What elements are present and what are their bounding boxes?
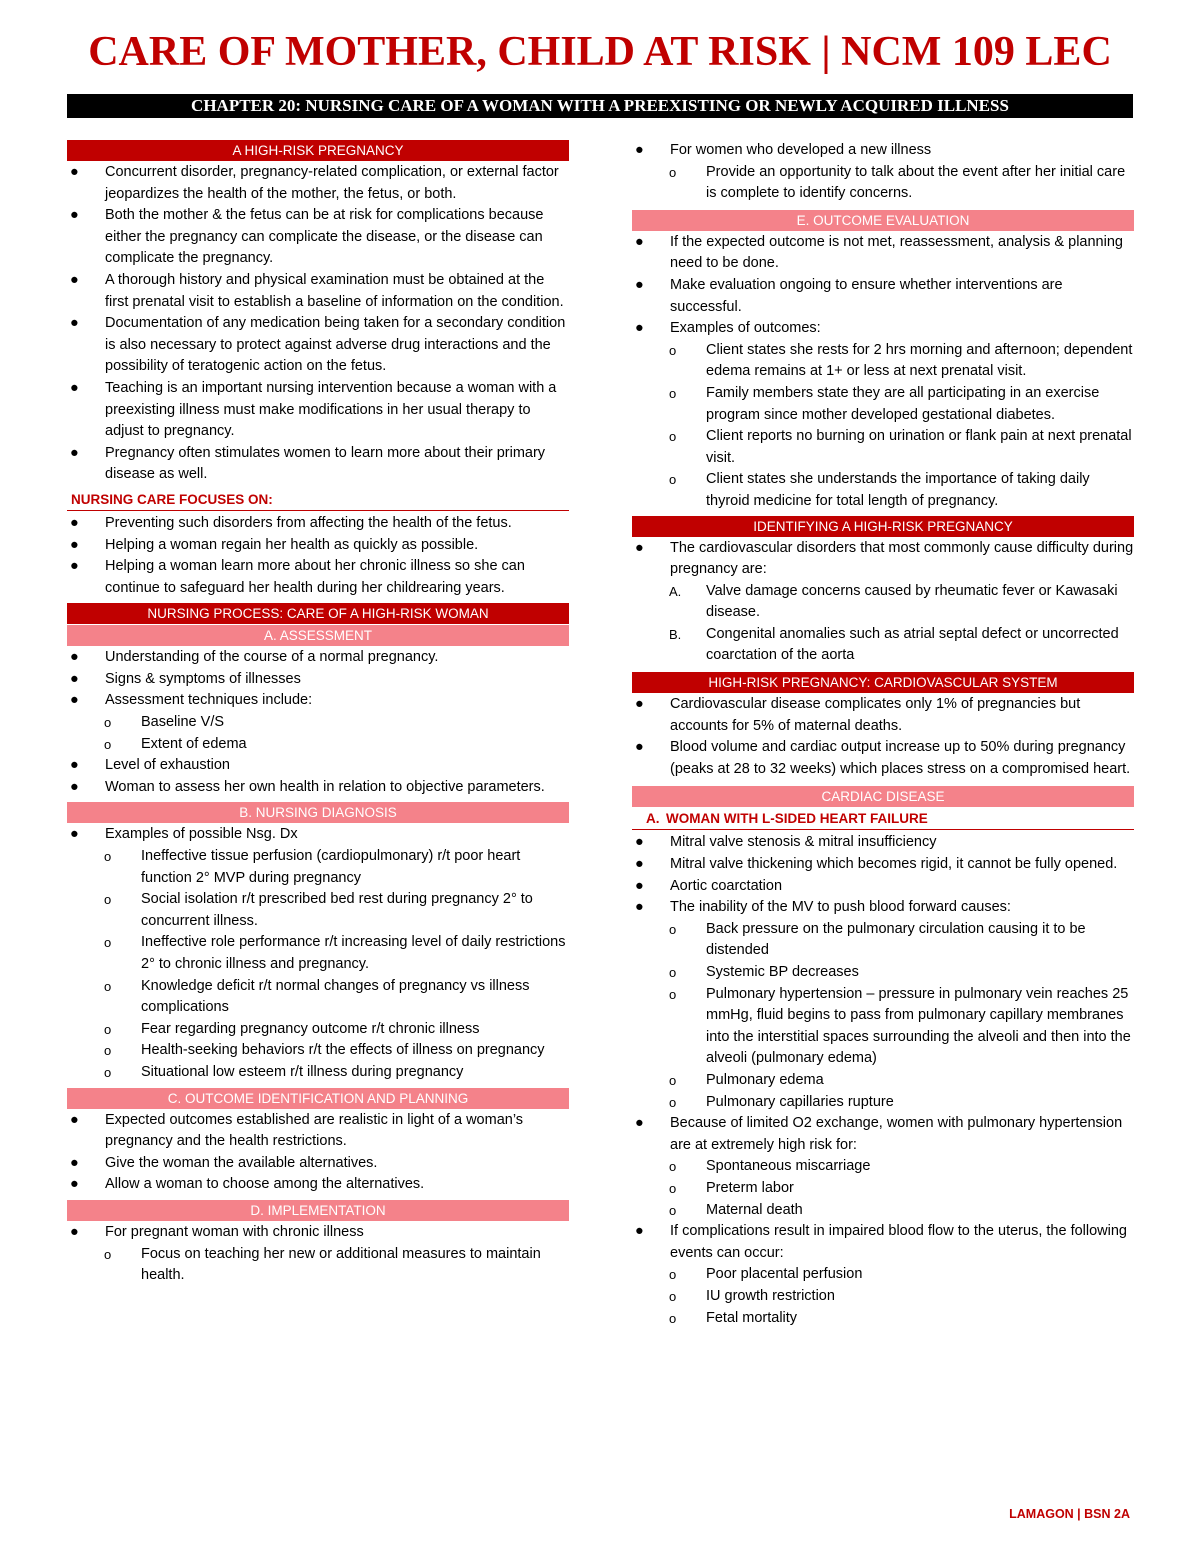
circle-bullet-icon: o (104, 978, 112, 994)
circle-bullet-icon: o (669, 921, 677, 937)
sub-list-item: o Spontaneous miscarriage (632, 1156, 1134, 1178)
circle-bullet-icon: o (669, 1202, 677, 1218)
sub-list-item: o Knowledge deficit r/t normal changes of pregnancy vs illness complications (104, 977, 530, 1016)
sub-list-item: o Client states she rests for 2 hrs morning and afternoon; dependent edema remains at 1+ or less at next prenatal visit. (669, 341, 1133, 380)
section-header-evaluation: E. OUTCOME EVALUATION (632, 210, 1134, 231)
sub-list-item: o Client reports no burning on urination or flank pain at next prenatal visit. (669, 428, 1132, 466)
list-item: ● Concurrent disorder, pregnancy-related complication, or external factor jeopardizes the health of the mother, the fetus, or both. (70, 164, 559, 202)
section-header-diagnosis: B. NURSING DIAGNOSIS (67, 802, 569, 823)
bullet-icon: ● (635, 899, 644, 916)
circle-bullet-icon: o (104, 1064, 112, 1080)
bullet-icon: ● (70, 207, 79, 224)
circle-bullet-icon: o (669, 1072, 677, 1088)
list-item: ● For women who developed a new illness (632, 140, 1134, 162)
list-item: ● Helping a woman regain her health as quickly as possible. (67, 535, 569, 557)
list-item: ● Aortic coarctation (632, 876, 1134, 898)
list-item: ● Woman to assess her own health in relation to objective parameters. (67, 777, 569, 799)
sub-list-item: o Systemic BP decreases (632, 962, 1134, 984)
circle-bullet-icon: o (669, 164, 677, 180)
circle-bullet-icon: o (669, 429, 677, 445)
sub-list-item: A. Valve damage concerns caused by rheumatic fever or Kawasaki disease. (669, 582, 1118, 621)
sub-list-item: o Ineffective tissue perfusion (cardiopulmonary) r/t poor heart function 2° MVP during pregnancy (104, 848, 521, 886)
sub-list-item: o Pulmonary capillaries rupture (632, 1092, 1134, 1114)
subheader-nursing-care-focus: NURSING CARE FOCUSES ON: (67, 489, 569, 511)
list-item: ● Mitral valve stenosis & mitral insufficiency (632, 832, 1134, 854)
section-header-assessment: A. ASSESSMENT (67, 625, 569, 646)
list-item: ● Helping a woman learn more about her chronic illness so she can continue to safeguard her health during her childrearing years. (70, 558, 525, 596)
list-item: ● A thorough history and physical examination must be obtained at the first prenatal visit to establish a baseline of information on the condition. (70, 271, 564, 310)
bullet-icon: ● (70, 271, 79, 288)
list-item: ● Assessment techniques include: (67, 690, 569, 712)
subheader-left-heart-failure: A. WOMAN WITH L-SIDED HEART FAILURE (632, 808, 1134, 830)
bullet-icon: ● (70, 444, 79, 461)
sub-list-item: o Preterm labor (632, 1178, 1134, 1200)
sub-list-item: o Focus on teaching her new or additional measures to maintain health. (104, 1245, 541, 1284)
circle-bullet-icon: o (669, 1288, 677, 1304)
page-footer: LAMAGON | BSN 2A (1009, 1507, 1130, 1521)
circle-bullet-icon: o (104, 1246, 112, 1262)
list-marker: A. (669, 583, 682, 599)
list-item: ● If complications result in impaired blood flow to the uterus, the following events can occur: (635, 1223, 1127, 1261)
circle-bullet-icon: o (669, 965, 677, 980)
bullet-icon: ● (635, 142, 644, 158)
bullet-icon: ● (70, 315, 79, 332)
section-header-cardiac-disease: CARDIAC DISEASE (632, 786, 1134, 807)
bullet-icon: ● (70, 778, 79, 795)
sub-list-item: o Baseline V/S (67, 712, 569, 734)
bullet-icon: ● (635, 233, 644, 250)
circle-bullet-icon: o (669, 1310, 677, 1326)
bullet-icon: ● (70, 379, 79, 396)
bullet-icon: ● (635, 856, 644, 873)
list-item: ● Level of exhaustion (67, 755, 569, 777)
circle-bullet-icon: o (104, 1043, 112, 1059)
sub-list-item: o IU growth restriction (632, 1286, 1134, 1308)
list-item: ● For pregnant woman with chronic illness (67, 1222, 569, 1244)
list-item: ● The inability of the MV to push blood forward causes: (632, 897, 1134, 919)
list-item: ● Examples of possible Nsg. Dx (67, 824, 569, 846)
bullet-icon: ● (70, 826, 79, 843)
circle-bullet-icon: o (104, 849, 112, 865)
bullet-icon: ● (70, 536, 79, 553)
bullet-icon: ● (635, 696, 644, 713)
list-item: ● Pregnancy often stimulates women to learn more about their primary disease as well. (70, 444, 546, 483)
circle-bullet-icon: o (104, 892, 112, 908)
section-header-identifying: IDENTIFYING A HIGH-RISK PREGNANCY (632, 516, 1134, 537)
section-header-planning: C. OUTCOME IDENTIFICATION AND PLANNING (67, 1088, 569, 1109)
bullet-icon: ● (635, 877, 644, 894)
circle-bullet-icon: o (669, 1180, 677, 1196)
circle-bullet-icon: o (669, 1267, 677, 1283)
sub-list-item: o Pulmonary edema (632, 1070, 1134, 1092)
bullet-icon: ● (70, 649, 79, 666)
sub-list-item: o Extent of edema (67, 734, 569, 756)
circle-bullet-icon: o (104, 1021, 112, 1037)
sub-list-item: o Client states she understands the importance of taking daily thyroid medicine for total length of pregnancy. (669, 471, 1090, 509)
sub-list-item: o Social isolation r/t prescribed bed rest during pregnancy 2° to concurrent illness. (104, 891, 533, 929)
section-header-implementation: D. IMPLEMENTATION (67, 1200, 569, 1221)
sub-list-item: o Back pressure on the pulmonary circulation causing it to be distended (669, 920, 1086, 959)
sub-list-item: o Health-seeking behaviors r/t the effects of illness on pregnancy (67, 1040, 569, 1062)
sub-list-item: o Fear regarding pregnancy outcome r/t chronic illness (67, 1019, 569, 1041)
document-title: CARE OF MOTHER, CHILD AT RISK | NCM 109 LEC (88, 29, 1112, 75)
list-item: ● Documentation of any medication being taken for a secondary condition is also necessary to protect against adverse drug interactions and the possibility of teratogenic action on the fetus. (70, 315, 566, 375)
chapter-banner: CHAPTER 20: NURSING CARE OF A WOMAN WITH A PREEXISTING OR NEWLY ACQUIRED ILLNESS (67, 94, 1133, 118)
bullet-icon: ● (70, 692, 79, 709)
bullet-icon: ● (70, 164, 79, 180)
list-item: ● Mitral valve thickening which becomes rigid, it cannot be fully opened. (632, 854, 1134, 876)
list-item: ● If the expected outcome is not met, reassessment, analysis & planning need to be done. (635, 233, 1123, 272)
bullet-icon: ● (635, 1223, 644, 1240)
sub-list-item: o Situational low esteem r/t illness during pregnancy (67, 1062, 569, 1084)
sub-list-item: B. Congenital anomalies such as atrial septal defect or uncorrected coarctation of the aorta (669, 625, 1119, 664)
list-item: ● Because of limited O2 exchange, women with pulmonary hypertension are at extremely high risk for: (635, 1115, 1123, 1153)
circle-bullet-icon: o (669, 1094, 677, 1110)
list-item: ● Understanding of the course of a normal pregnancy. (67, 647, 569, 669)
bullet-icon: ● (635, 739, 644, 756)
list-item: ● Both the mother & the fetus can be at risk for complications because either the pregnancy can complicate the disease, or the disease can complicate the pregnancy. (70, 207, 544, 267)
bullet-icon: ● (635, 834, 644, 851)
bullet-icon: ● (635, 1115, 644, 1132)
bullet-icon: ● (635, 539, 644, 556)
sub-list-item: o Poor placental perfusion (632, 1264, 1134, 1286)
left-column (67, 140, 569, 1287)
sub-list-item: o Pulmonary hypertension – pressure in pulmonary vein reaches 25 mmHg, fluid begins to pass from pulmonary capillary membranes into the interstitial spaces surrounding the alveoli and then into the alveoli (pulmonary edema) (669, 985, 1131, 1067)
circle-bullet-icon: o (104, 715, 112, 731)
circle-bullet-icon: o (669, 342, 677, 358)
circle-bullet-icon: o (669, 385, 677, 401)
circle-bullet-icon: o (669, 986, 677, 1002)
sub-list-item: o Family members state they are all participating in an exercise program since mother developed gestational diabetes. (669, 384, 1100, 423)
bullet-icon: ● (70, 1154, 79, 1171)
circle-bullet-icon: o (104, 736, 112, 752)
circle-bullet-icon: o (669, 472, 677, 488)
list-item: ● Signs & symptoms of illnesses (67, 669, 569, 691)
sub-list-item: o Maternal death (632, 1200, 1134, 1222)
section-header-high-risk: A HIGH-RISK PREGNANCY (67, 140, 569, 161)
circle-bullet-icon: o (104, 935, 112, 951)
bullet-icon: ● (70, 757, 79, 774)
right-column (632, 140, 1134, 1329)
circle-bullet-icon: o (669, 1159, 677, 1175)
bullet-icon: ● (70, 1111, 79, 1128)
sub-list-item: o Fetal mortality (632, 1308, 1134, 1330)
list-item: ● Make evaluation ongoing to ensure whether interventions are successful. (635, 276, 1063, 315)
list-item: ● Blood volume and cardiac output increase up to 50% during pregnancy (peaks at 28 to 32 weeks) which places stress on a compromised heart. (635, 739, 1131, 777)
list-item: ● Cardiovascular disease complicates only 1% of pregnancies but accounts for 5% of maternal deaths. (635, 696, 1081, 734)
list-item: ● Expected outcomes established are realistic in light of a woman’s pregnancy and the health restrictions. (70, 1111, 524, 1150)
list-marker: B. (669, 626, 682, 642)
sub-list-item: o Ineffective role performance r/t increasing level of daily restrictions 2° to chronic illness and pregnancy. (104, 934, 566, 972)
bullet-icon: ● (70, 1223, 79, 1240)
bullet-icon: ● (635, 320, 644, 337)
bullet-icon: ● (70, 1176, 79, 1193)
list-item: ● Preventing such disorders from affecting the health of the fetus. (67, 513, 569, 535)
list-item: ● Allow a woman to choose among the alternatives. (67, 1174, 569, 1196)
section-header-cardiovascular: HIGH-RISK PREGNANCY: CARDIOVASCULAR SYSTEM (632, 672, 1134, 693)
section-header-nursing-process: NURSING PROCESS: CARE OF A HIGH-RISK WOMAN (67, 603, 569, 624)
bullet-icon: ● (70, 514, 79, 531)
list-item: ● Examples of outcomes: (632, 318, 1134, 340)
list-item: ● Give the woman the available alternatives. (67, 1153, 569, 1175)
bullet-icon: ● (635, 276, 644, 293)
sub-list-item: o Provide an opportunity to talk about the event after her initial care is complete to identify concerns. (669, 163, 1126, 202)
bullet-icon: ● (70, 558, 79, 575)
bullet-icon: ● (70, 670, 79, 687)
list-item: ● Teaching is an important nursing intervention because a woman with a preexisting illness must make modifications in her usual therapy to adjust to pregnancy. (70, 379, 557, 440)
list-item: ● The cardiovascular disorders that most commonly cause difficulty during pregnancy are: (635, 539, 1134, 578)
